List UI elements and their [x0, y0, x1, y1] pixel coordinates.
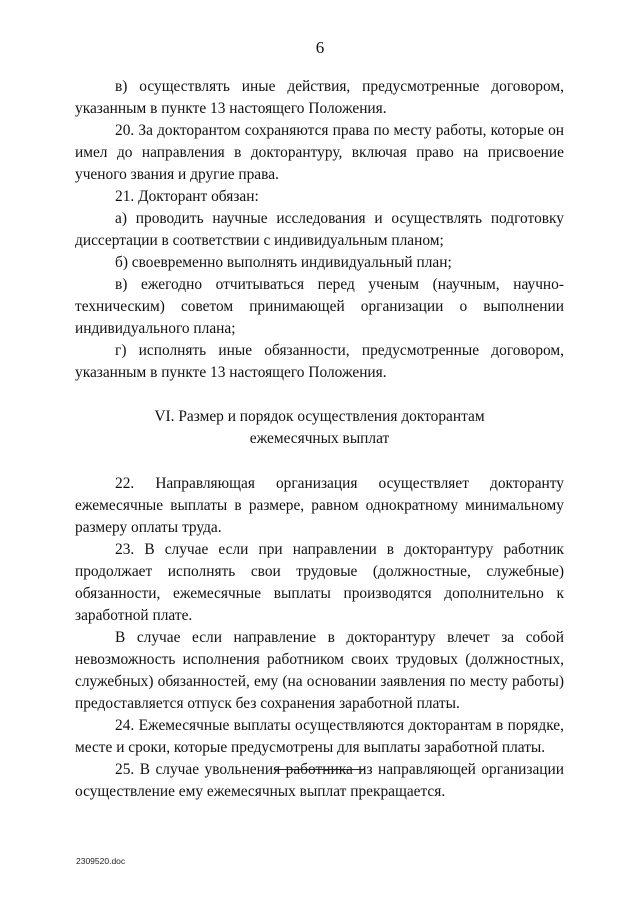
paragraph-19v: в) осуществлять иные действия, предусмотренные договором, указанным в пункте 13 настоящего Положения.	[75, 78, 564, 117]
page-number: 6	[315, 38, 325, 57]
paragraph-25: 25. В случае увольнения работника из направляющей организации осуществление ему ежемесячных выплат прекращается.	[75, 761, 564, 800]
paragraph-23: 23. В случае если при направлении в докторантуру работник продолжает исполнять свои трудовые (должностные, служебные) обязанности, ежемесячные выплаты производятся дополнительно к заработной плате.	[75, 541, 564, 624]
document-body	[75, 76, 564, 803]
section-heading-line-2: ежемесячных выплат	[249, 430, 390, 447]
paragraph-24: 24. Ежемесячные выплаты осуществляются докторантам в порядке, месте и сроки, которые предусмотрены для выплаты заработной платы.	[75, 717, 564, 756]
section-heading	[75, 406, 564, 450]
paragraph-21a: а) проводить научные исследования и осуществлять подготовку диссертации в соответствии с индивидуальным планом;	[75, 210, 564, 249]
paragraph-21v: в) ежегодно отчитываться перед ученым (научным, научно-техническим) советом принимающей организации о выполнении индивидуального плана;	[75, 276, 564, 337]
section-heading-line-1: VI. Размер и порядок осуществления докторантам	[154, 408, 485, 425]
paragraph-22: 22. Направляющая организация осуществляет докторанту ежемесячные выплаты в размере, равном однократному минимальному размеру оплаты труда.	[75, 475, 564, 536]
footer-filename: 2309520.doc	[76, 856, 126, 866]
paragraph-21g: г) исполнять иные обязанности, предусмотренные договором, указанным в пункте 13 настоящего Положения.	[75, 342, 564, 381]
paragraph-23-cont: В случае если направление в докторантуру влечет за собой невозможность исполнения работником своих трудовых (должностных, служебных) обязанностей, ему (на основании заявления по месту работы) предоставляется отпуск без сохранения заработной платы.	[75, 629, 564, 712]
paragraph-21b: б) своевременно выполнять индивидуальный план;	[115, 254, 452, 271]
end-of-document-rule	[275, 769, 365, 770]
paragraph-21: 21. Докторант обязан:	[115, 188, 259, 205]
paragraph-20: 20. За докторантом сохраняются права по месту работы, которые он имел до направления в докторантуру, включая право на присвоение ученого звания и другие права.	[75, 122, 564, 183]
